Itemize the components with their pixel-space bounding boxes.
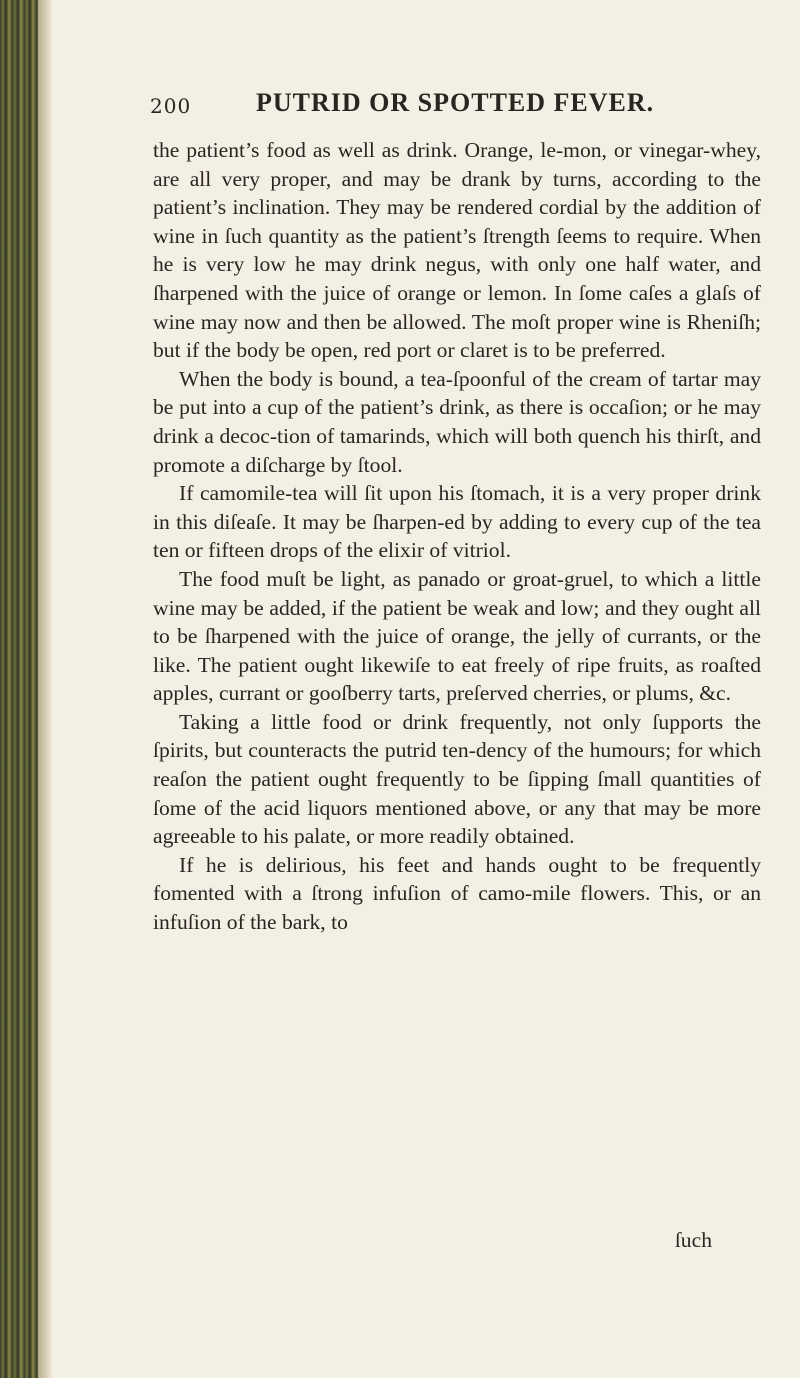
page-number: 200 <box>150 94 192 118</box>
paragraph: the patient’s food as well as drink. Orange, le-mon, or vinegar-whey, are all very proper, and may be drank by turns, according to the patient’s inclination. They may be rendered cordial by the addition of wine in ſuch quantity as the patient’s ſtrength ſeems to require. When he is very low he may drink negus, with only one half water, and ſharpened with the juice of orange or lemon. In ſome caſes a glaſs of wine may now and then be allowed. The moſt proper wine is Rheniſh; but if the body be open, red port or claret is to be preferred. <box>153 138 761 363</box>
paragraph: If camomile-tea will ſit upon his ſtomach, it is a very proper drink in this diſeaſe. It may be ſharpen-ed by adding to every cup of the tea ten or fifteen drops of the elixir of vitriol. <box>153 481 761 563</box>
body-text <box>153 136 761 937</box>
page-gutter <box>38 0 52 1378</box>
book-page <box>52 0 800 1378</box>
paragraph: The food muſt be light, as panado or groat-gruel, to which a little wine may be added, if the patient be weak and low; and they ought all to be ſharpened with the juice of orange, the jelly of currants, or the like. The patient ought likewiſe to eat freely of ripe fruits, as roaſted apples, currant or gooſberry tarts, preſerved cherries, or plums, &c. <box>153 566 761 706</box>
paragraph: When the body is bound, a tea-ſpoonful of the cream of tartar may be put into a cup of the patient’s drink, as there is occaſion; or he may drink a decoc-tion of tamarinds, which will both quench his thirſt, and promote a diſcharge by ſtool. <box>153 366 761 477</box>
book-binding <box>0 0 38 1378</box>
paragraph: Taking a little food or drink frequently, not only ſupports the ſpirits, but counteracts the putrid ten-dency of the humours; for which reaſon the patient ought frequently to be ſipping ſmall quantities of ſome of the acid liquors mentioned above, or any that may be more agreeable to his palate, or more readily obtained. <box>153 709 761 849</box>
paragraph: If he is delirious, his feet and hands ought to be frequently fomented with a ſtrong infuſion of camo-mile flowers. This, or an infuſion of the bark, to <box>153 852 761 935</box>
catchword: ſuch <box>674 1228 712 1252</box>
running-title: PUTRID OR SPOTTED FEVER. <box>256 88 655 117</box>
page-header <box>150 88 740 128</box>
